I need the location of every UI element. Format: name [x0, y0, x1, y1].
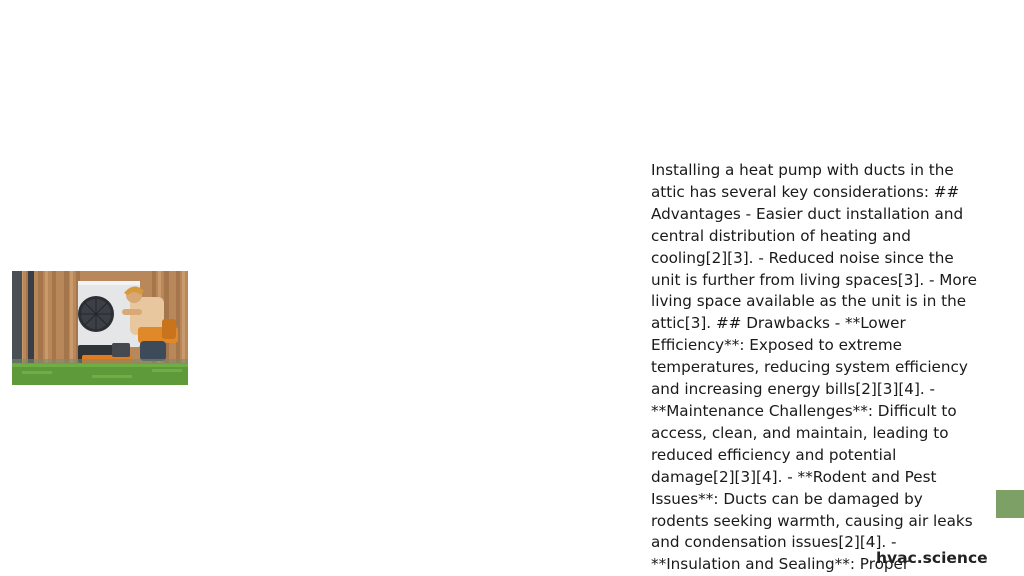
article-body-text: Installing a heat pump with ducts in the attic has several key considerations: ## Advantages - Easier duct installation and central distribution of heating and cooling[2][3]. - Reduced noise since the unit is further from living spaces[3]. - More living space available as the unit is in the attic[3]. ## Drawbacks - **Lower Efficiency**: Exposed to extreme temperatures, reducing system efficiency and increasing energy bills[2][3][4]. - **Maintenance Challenges**: Difficult to access, clean, and maintain, leading to reduced efficiency and potential damage[2][3][4]. - **Rodent and Pest Issues**: Ducts can be damaged by rodents seeking warmth, causing air leaks and condensation issues[2][4]. - **Insulation and Sealing**: Proper	[651, 161, 977, 574]
green-accent-square	[996, 490, 1024, 518]
brand-watermark: hvac.science	[876, 549, 988, 567]
technician-heat-pump-photo	[12, 271, 188, 385]
